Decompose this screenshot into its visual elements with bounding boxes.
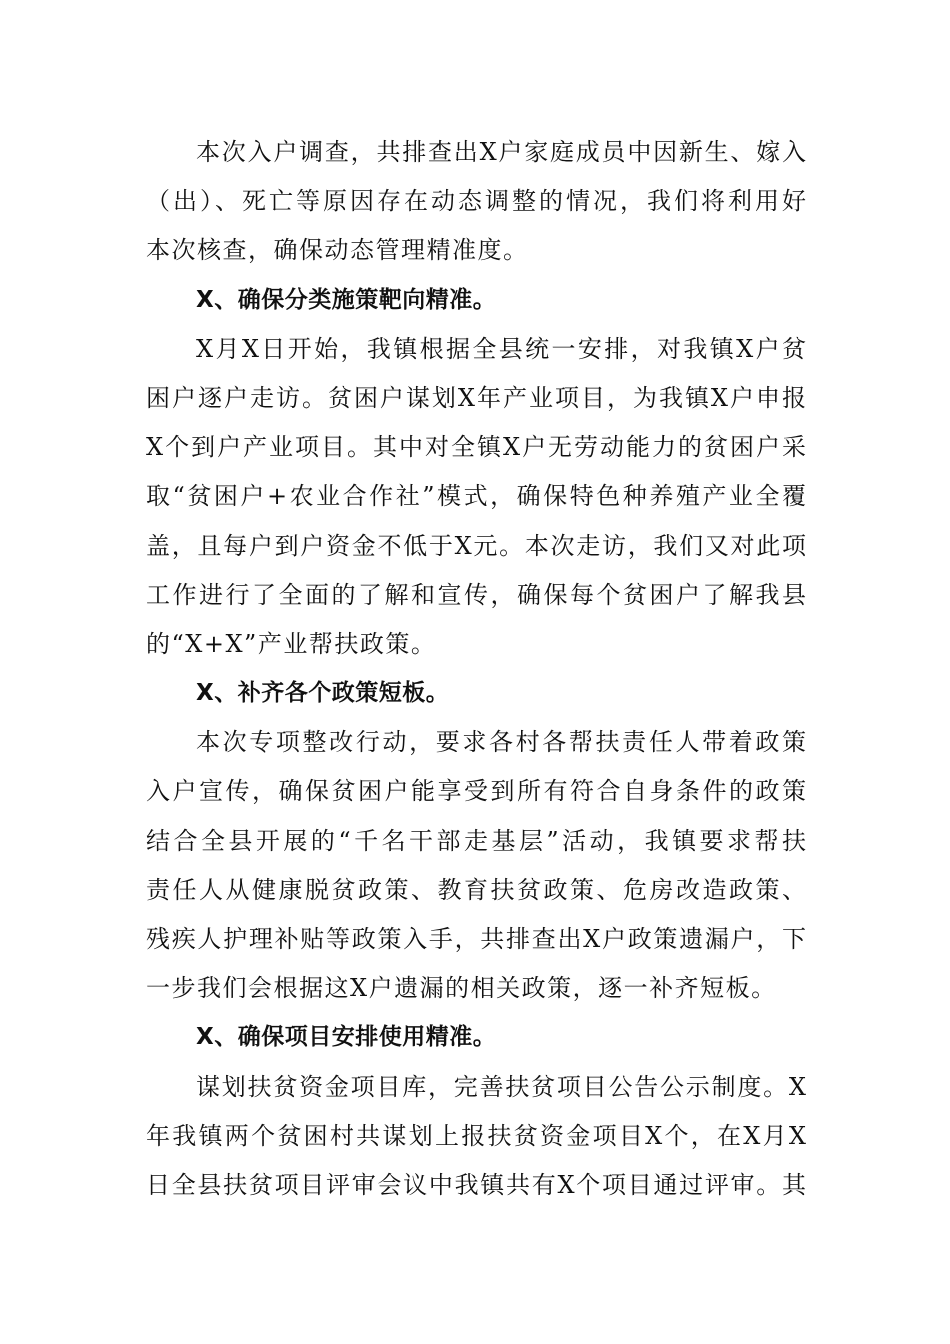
paragraph-line: 的“X+X”产业帮扶政策。 — [146, 629, 437, 658]
paragraph-line: （出）、死亡等原因存在动态调整的情况，我们将利用好 — [146, 187, 806, 216]
paragraph-line: 取“贫困户+农业合作社”模式，确保特色种养殖产业全覆 — [146, 482, 806, 511]
paragraph-line: 本次专项整改行动，要求各村各帮扶责任人带着政策 — [196, 728, 806, 757]
paragraph-line: X月X日开始，我镇根据全县统一安排，对我镇X户贫 — [196, 334, 806, 363]
document-body — [146, 128, 806, 1210]
section-heading: X、补齐各个政策短板。 — [196, 680, 450, 707]
paragraph-line: 结合全县开展的“千名干部走基层”活动，我镇要求帮扶 — [146, 826, 806, 855]
paragraph-line: 一步我们会根据这X户遗漏的相关政策，逐一补齐短板。 — [146, 974, 777, 1003]
section-heading: X、确保分类施策靶向精准。 — [196, 286, 497, 313]
section-heading: X、确保项目安排使用精准。 — [196, 1024, 497, 1051]
paragraph-line: 入户宣传，确保贫困户能享受到所有符合自身条件的政策 — [146, 777, 806, 806]
paragraph-line: 困户逐户走访。贫困户谋划X年产业项目，为我镇X户申报 — [146, 383, 806, 412]
paragraph-line: 本次入户调查，共排查出X户家庭成员中因新生、嫁入 — [196, 138, 806, 166]
paragraph-line: X个到户产业项目。其中对全镇X户无劳动能力的贫困户采 — [146, 433, 806, 462]
paragraph-line: 本次核查，确保动态管理精准度。 — [146, 236, 529, 265]
paragraph-line: 工作进行了全面的了解和宣传，确保每个贫困户了解我县 — [146, 580, 806, 609]
paragraph-line: 年我镇两个贫困村共谋划上报扶贫资金项目X个，在X月X — [146, 1121, 806, 1150]
paragraph-line: 盖，且每户到户资金不低于X元。本次走访，我们又对此项 — [146, 531, 806, 560]
paragraph-line: 残疾人护理补贴等政策入手，共排查出X户政策遗漏户，下 — [146, 925, 806, 953]
paragraph-line: 谋划扶贫资金项目库，完善扶贫项目公告公示制度。X — [196, 1072, 806, 1101]
paragraph-line: 日全县扶贫项目评审会议中我镇共有X个项目通过评审。其 — [146, 1170, 806, 1199]
paragraph-line: 责任人从健康脱贫政策、教育扶贫政策、危房改造政策、 — [146, 875, 806, 904]
